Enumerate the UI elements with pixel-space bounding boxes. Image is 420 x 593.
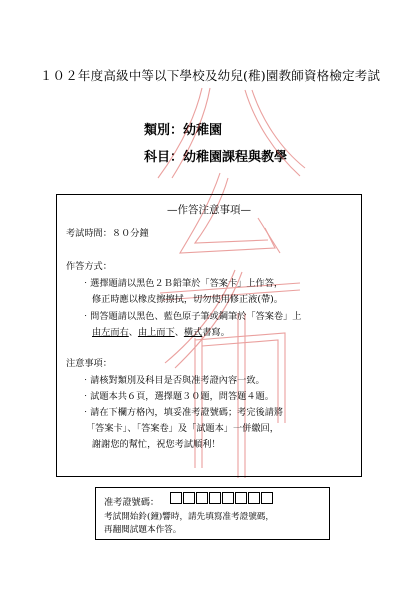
- exam-number-box: [95, 487, 330, 540]
- exam-number-digit-box[interactable]: [222, 492, 234, 504]
- attention-item-3-line-1: ‧請在下欄方格內，填妥准考證號碼；考完後請將: [81, 407, 284, 418]
- attention-item-1: ‧請核對類別及科目是否與准考證內容一致。: [81, 375, 265, 386]
- method-item-1-line-1: ‧選擇題請以黑色２Ｂ鉛筆於「答案卡」上作答，: [81, 278, 284, 289]
- exam-number-digit-boxes: [170, 492, 274, 504]
- attention-item-3-line-3: 謝謝您的幫忙，祝您考試順利！: [92, 439, 221, 450]
- subject-label: 科目：幼稚園課程與教學: [144, 150, 288, 165]
- exam-number-instruction-1: 考試開始鈴(鐘)響時，請先填寫准考證號碼，: [104, 512, 274, 522]
- attention-item-2: ‧試題本共６頁，選擇題３０題，問答題４題。: [81, 391, 274, 402]
- category-label: 類別：幼稚園: [144, 123, 223, 138]
- attention-item-3-line-2: 「答案卡」、「答案卷」及「試題本」一併繳回，: [86, 423, 279, 434]
- exam-title: １０２年度高級中等以下學校及幼兒(稚)園教師資格檢定考試: [39, 68, 381, 83]
- exam-number-label: 准考證號碼：: [104, 497, 160, 508]
- exam-number-instruction-2: 再翻閱試題本作答。: [104, 525, 182, 535]
- method-heading: 作答方式：: [66, 261, 112, 272]
- answering-instructions-box: [56, 194, 362, 477]
- exam-number-digit-box[interactable]: [248, 492, 260, 504]
- exam-time: 考試時間：８０分鐘: [66, 228, 149, 239]
- method-item-2-line-1: ‧問答題請以黑色、藍色原子筆或鋼筆於「答案卷」上: [81, 311, 302, 322]
- exam-number-digit-box[interactable]: [235, 492, 247, 504]
- method-item-1-line-2: 修正時應以橡皮擦擦拭，切勿使用修正液(帶)。: [92, 294, 283, 305]
- exam-number-digit-box[interactable]: [183, 492, 195, 504]
- exam-number-digit-box[interactable]: [196, 492, 208, 504]
- horizontal-text: 橫式: [183, 327, 203, 338]
- exam-number-digit-box[interactable]: [261, 492, 273, 504]
- exam-number-digit-box[interactable]: [170, 492, 182, 504]
- method-item-2-line-2: 由左而右、由上而下、橫式書寫。: [92, 327, 230, 338]
- left-to-right-text: 由左而右: [92, 327, 129, 338]
- notice-title: —作答注意事項—: [167, 204, 251, 216]
- exam-number-digit-box[interactable]: [209, 492, 221, 504]
- top-to-bottom-text: 由上而下: [137, 327, 175, 338]
- attention-heading: 注意事項：: [66, 358, 112, 369]
